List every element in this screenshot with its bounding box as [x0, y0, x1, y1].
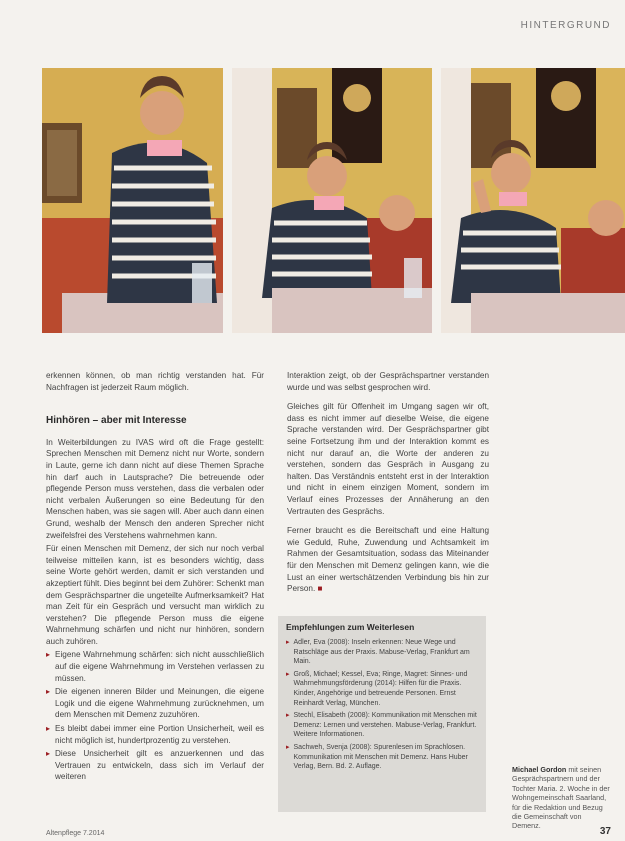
photo-woman-at-table [232, 68, 432, 333]
body-paragraph: Interaktion zeigt, ob der Gesprächspartner verstanden wurde und was selbst gesprochen wird. [287, 371, 489, 392]
bullet-icon: ▸ [286, 639, 290, 646]
bullet-icon: ▸ [286, 712, 290, 720]
caption-text: mit seinen Gesprächspartnern und der Tochter Maria. 2. Woche in der Wohngemeinschaft Saarland, für die Redaktion und Bezug die Gemeinschaft von Demenz. [512, 765, 610, 831]
bullet-item: ▸ Die eigenen inneren Bilder und Meinungen, die eigene Logik und die eigene Wahrnehmung zurücknehmen, um dem Menschen mit Demenz zuzuhören. [46, 687, 264, 720]
bullet-icon: ▸ [46, 650, 51, 660]
end-mark: ■ [317, 584, 323, 594]
bullet-item: ▸ Eigene Wahrnehmung schärfen: sich nicht ausschließlich auf die eigene Wahrnehmung im Verstehen verlassen zu müssen. [46, 650, 264, 683]
photo-woman-gesturing [441, 68, 625, 333]
body-paragraph: In Weiterbildungen zu IVAS wird oft die Frage gestellt: Sprechen Menschen mit Demenz nicht nur Worte, sondern in Laute, gerne ich dann nicht auf diese Themen Sprache hin darf auch in Lautsprache? Die betreuende oder pflegende Person muss verstehen, dass die verbalen oder nicht verbalen Äußerungen so eine Bedeutung für den Menschen haben, was sie sagen will. Aber auch dann einen Grund, weshalb der Mensch den anderen Sprecher nicht zweifelsfrei des Verstehens wahrnehmen kann. [46, 437, 264, 540]
photo-caption [512, 765, 612, 831]
page-number: 37 [599, 826, 611, 837]
footer-publication: Altenpflege 7.2014 [46, 830, 105, 837]
reference-item: ▸ Adler, Eva (2008): Inseln erkennen: Neue Wege und Ratschläge aus der Praxis. Mabuse-Verlag, Frankfurt am Main. [286, 639, 470, 666]
caption-label: Michael Gordon [512, 765, 567, 774]
reference-item: ▸ Stechl, Elisabeth (2008): Kommunikation mit Menschen mit Demenz: Lernen und verstehen. Mabuse-Verlag, Frankfurt. Weitere Informationen. [286, 712, 477, 739]
reference-item: ▸ Sachweh, Svenja (2008): Spurenlesen im Sprachlosen. Kommunikation mit Menschen mit Demenz. Hans Huber Verlag, Bern. Bd. 2. Auflage. [286, 743, 468, 771]
bullet-icon: ▸ [46, 687, 51, 697]
article-column-left [46, 370, 264, 785]
subheading: Hinhören – aber mit Interesse [46, 415, 187, 427]
body-paragraph: Ferner braucht es die Bereitschaft und eine Haltung wie Geduld, Ruhe, Zuwendung und Achtsamkeit im Rahmen der Gesamtsituation, sodass das Miteinander für den Menschen mit Demenz gelingen kann, wie die Lust an einer wertschätzenden Verbindung bis hin zur Person. ■ [287, 526, 489, 594]
body-paragraph: Für einen Menschen mit Demenz, der sich nur noch verbal teilweise mitteilen kann, ist es besonders wichtig, dass seine Worte gehört werden, damit er sich verstanden und akzeptiert fühlt. Dies beginnt bei dem Zuhörer: Schenkt man dem Gesprächspartner die ungeteilte Aufmerksamkeit? Hat man Zeit für ein Gespräch und versucht man wirklich zu verstehen? Die pflegende Person muss die eigene Wahrnehmung schärfen und nicht nur hinhören, sondern auch zuhören. [46, 544, 264, 646]
bullet-icon: ▸ [46, 724, 51, 734]
reference-item: ▸ Groß, Michael; Kessel, Eva; Ringe, Magret: Sinnes- und Wahrnehmungsförderung (2014): Hilfen für die Praxis. Kinder, Angehörige und betreuende Personen. Ernst Reinhardt Verlag, München. [286, 670, 468, 707]
reading-recommendations-box [278, 616, 486, 812]
article-column-right [287, 370, 489, 597]
bullet-icon: ▸ [286, 743, 290, 751]
photo-laughing-woman [42, 68, 223, 333]
bullet-icon: ▸ [286, 670, 290, 678]
section-label: HINTERGRUND [520, 20, 611, 31]
bullet-icon: ▸ [46, 749, 51, 759]
body-paragraph: Gleiches gilt für Offenheit im Umgang sagen wir oft, dass es nicht immer auf dieselbe Weise, die eigene Sprache verstanden wird. Der Gesprächspartner gibt seine Fortsetzung ihm und der Interaktion kommt es nicht nur darauf an, die Worte der anderen zu verstehen, sondern das Gespräch in Ausgang zu halten. Das Verständnis entsteht erst in der Interaktion und nicht in einem einzigen Moment, sondern im Verlauf eines Prozesses der Annäherung an den Vertrauten des Gesprächs. [287, 402, 489, 516]
intro-paragraph: erkennen können, ob man richtig verstanden hat. Für Nachfragen ist jederzeit Raum möglich. [46, 371, 264, 392]
box-title: Empfehlungen zum Weiterlesen [286, 622, 415, 632]
bullet-item: ▸ Diese Unsicherheit gilt es anzuerkennen und das Vertrauen zu entwickeln, dass sich im Verlauf der weiteren [46, 749, 264, 782]
bullet-item: ▸ Es bleibt dabei immer eine Portion Unsicherheit, weil es nicht möglich ist, hundertprozentig zu verstehen. [46, 724, 264, 745]
